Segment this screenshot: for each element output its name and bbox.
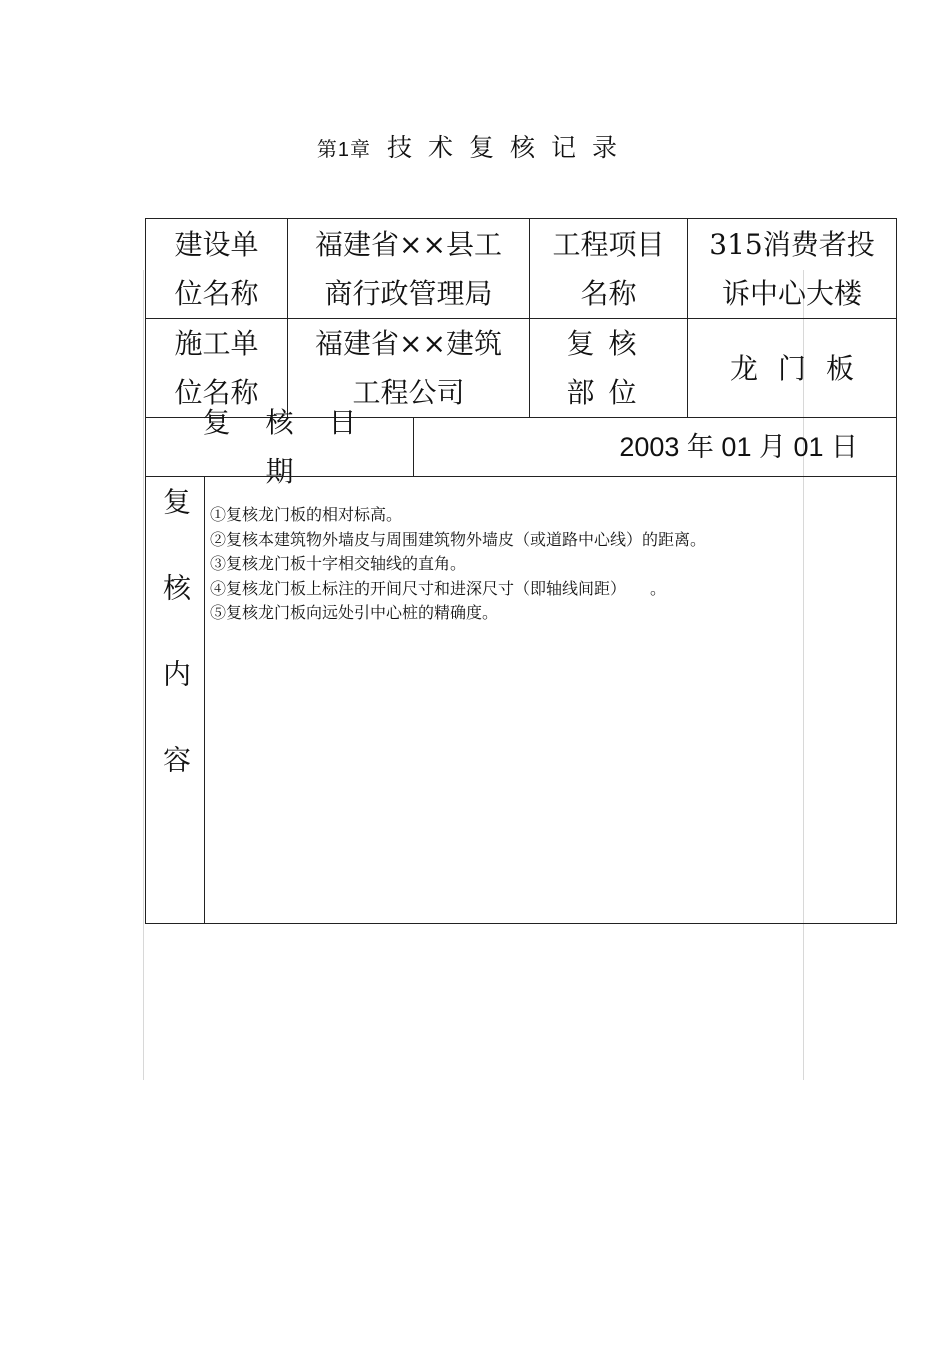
construction-unit-label: 施工单位名称 bbox=[145, 318, 288, 418]
review-part-value: 龙门板 bbox=[687, 318, 897, 418]
review-item: ④复核龙门板上标注的开间尺寸和进深尺寸（即轴线间距） 。 bbox=[210, 578, 667, 598]
build-unit-label: 建设单位名称 bbox=[145, 218, 288, 319]
review-items-list bbox=[210, 503, 706, 626]
project-name-label: 工程项目名称 bbox=[529, 218, 688, 319]
construction-unit-value: 福建省××建筑工程公司 bbox=[287, 318, 530, 418]
page-title bbox=[0, 128, 950, 170]
project-name-value: 315消费者投诉中心大楼 bbox=[687, 218, 897, 319]
review-item: ②复核本建筑物外墙皮与周围建筑物外墙皮（或道路中心线）的距离。 bbox=[210, 529, 707, 549]
review-content-label: 复核内容 bbox=[145, 476, 205, 924]
review-date-label: 复核日期 bbox=[145, 417, 414, 477]
build-unit-value: 福建省××县工商行政管理局 bbox=[287, 218, 530, 319]
chapter-number: 第1章 bbox=[316, 139, 372, 161]
record-title: 技术复核记录 bbox=[387, 133, 634, 162]
background-guide-line-left bbox=[143, 270, 144, 1080]
review-date-value: 2003 年 01 月 01 日 bbox=[413, 417, 897, 477]
review-item: ①复核龙门板的相对标高。 bbox=[210, 505, 403, 524]
review-part-label: 复核部位 bbox=[529, 318, 688, 418]
review-item: ⑤复核龙门板向远处引中心桩的精确度。 bbox=[210, 603, 499, 622]
review-item: ③复核龙门板十字相交轴线的直角。 bbox=[210, 554, 467, 573]
